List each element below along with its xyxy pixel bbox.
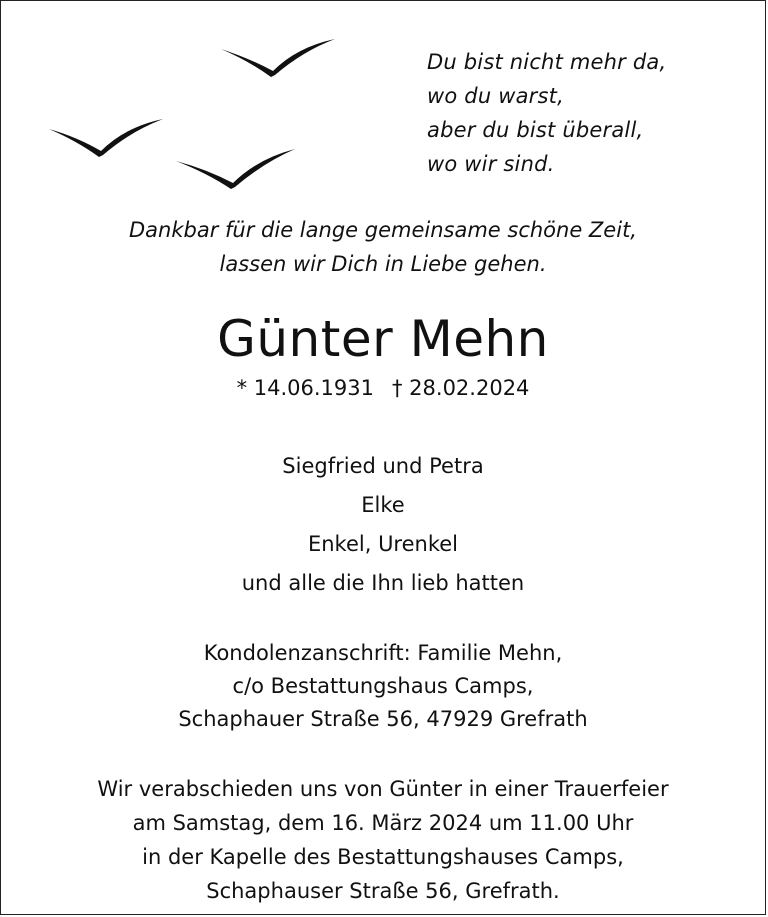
service-line: Schaphauser Straße 56, Grefrath. [206,879,560,903]
deceased-name: Günter Mehn [217,310,549,368]
poem-line: wo du warst, [427,84,564,108]
birds-illustration [1,1,421,201]
poem [427,45,666,181]
thanks-message [1,213,765,281]
thanks-line: lassen wir Dich in Liebe gehen. [219,252,547,276]
service-line: Wir verabschieden uns von Günter in einer Trauerfeier [97,777,669,801]
poem-line: wo wir sind. [427,152,555,176]
death-date: † 28.02.2024 [392,376,530,400]
condolence-address [1,637,765,736]
life-dates [1,373,765,403]
address-line: Schaphauer Straße 56, 47929 Grefrath [178,707,588,731]
thanks-line: Dankbar für die lange gemeinsame schöne Zeit, [129,218,637,242]
service-line: in der Kapelle des Bestattungshauses Camps, [142,845,624,869]
address-line: Kondolenzanschrift: Familie Mehn, [203,641,563,665]
mourner-line: Siegfried und Petra [282,454,484,478]
bird-icon [49,119,163,157]
service-line: am Samstag, dem 16. März 2024 um 11.00 Uhr [132,811,634,835]
mourner-line: Elke [361,493,405,517]
poem-line: Du bist nicht mehr da, [427,50,667,74]
mourners-list [1,447,765,603]
mourner-line: Enkel, Urenkel [307,532,459,556]
address-line: c/o Bestattungshaus Camps, [232,674,534,698]
funeral-service-info [1,772,765,908]
mourner-line: und alle die Ihn lieb hatten [241,571,525,595]
bird-icon [176,149,295,189]
birth-date: * 14.06.1931 [236,376,374,400]
poem-line: aber du bist überall, [427,118,644,142]
bird-icon [221,39,335,77]
